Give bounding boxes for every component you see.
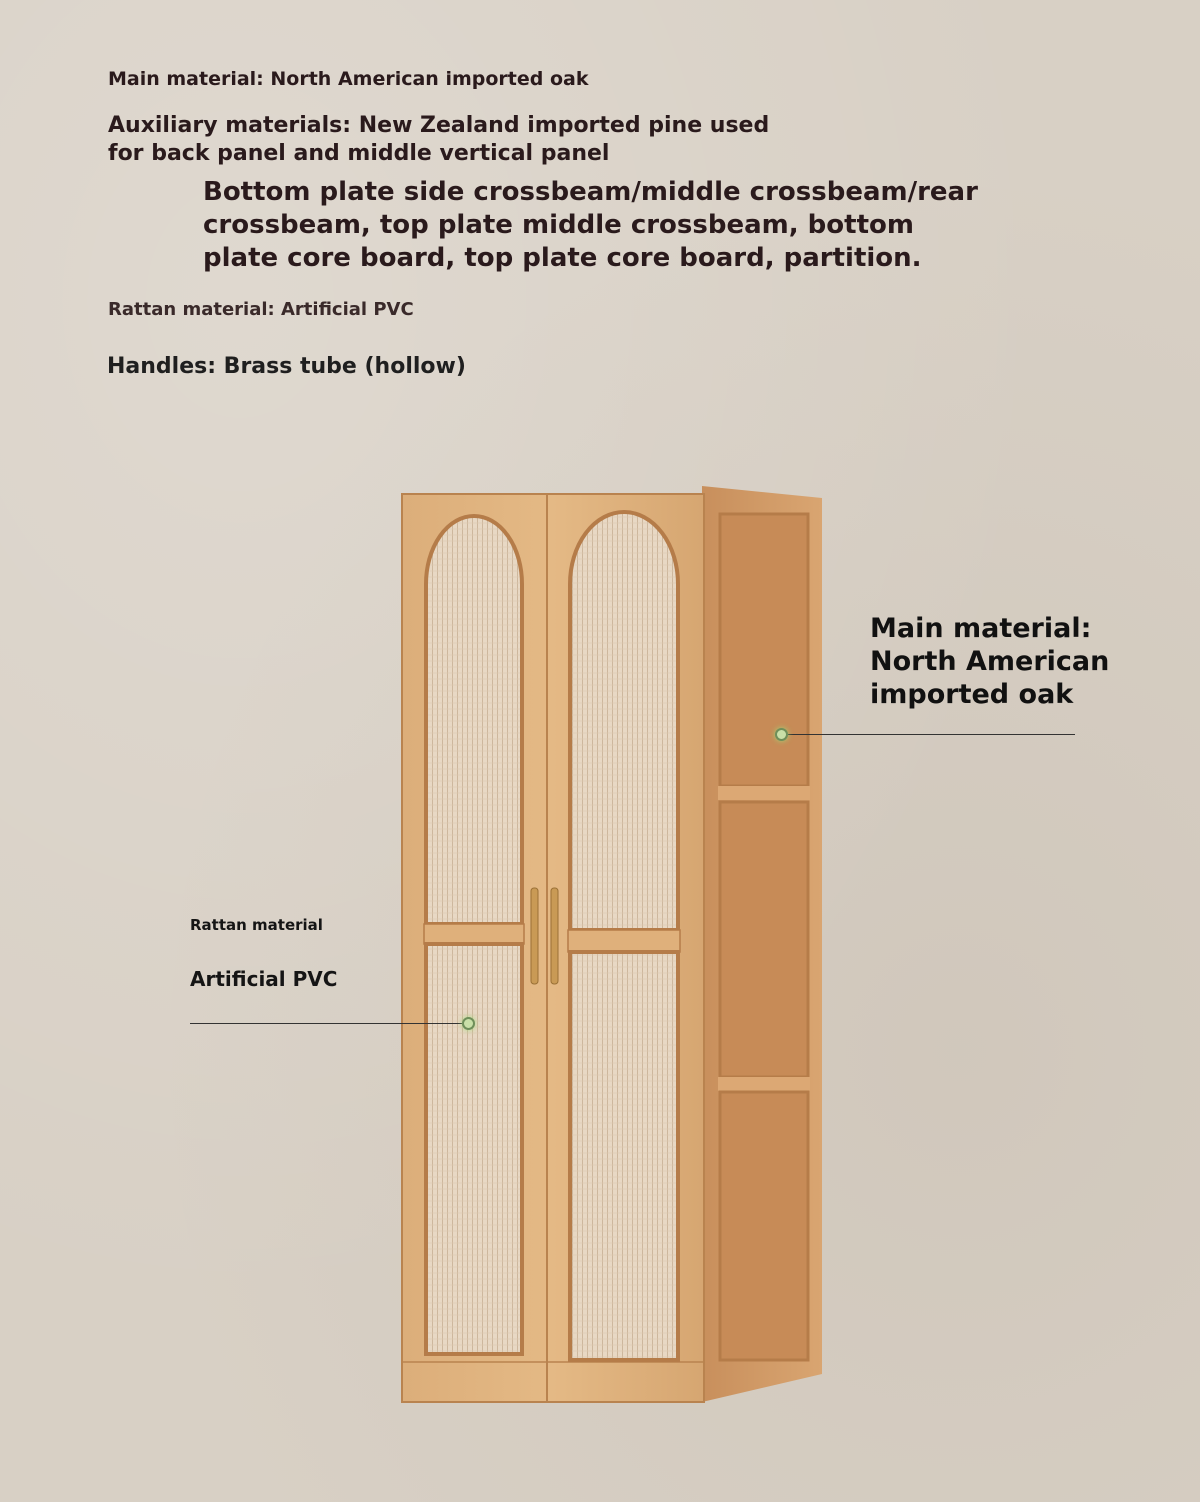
bottom-line-3: plate core board, top plate core board, partition. [203, 243, 922, 273]
auxiliary-line-2: for back panel and middle vertical panel [108, 141, 610, 166]
rattan-callout-label: Rattan material [190, 916, 323, 934]
oak-callout-dot [775, 728, 788, 741]
oak-callout-line-1: Main material: [870, 613, 1092, 644]
wardrobe-side-panel [702, 486, 822, 1402]
bottom-line-1: Bottom plate side crossbeam/middle crossbeam/rear [203, 177, 978, 207]
rattan-material-spec: Rattan material: Artificial PVC [108, 299, 414, 320]
auxiliary-materials-spec [108, 112, 769, 168]
right-door [568, 512, 680, 1360]
main-material-spec: Main material: North American imported oak [108, 68, 589, 90]
rattan-callout-value: Artificial PVC [190, 967, 338, 991]
oak-callout-line [785, 734, 1075, 735]
handles-spec: Handles: Brass tube (hollow) [107, 354, 466, 379]
wardrobe-illustration [400, 484, 825, 1404]
oak-callout-text [870, 612, 1109, 711]
left-door [424, 516, 524, 1354]
oak-callout-line-2: North American [870, 646, 1110, 677]
auxiliary-line-1: Auxiliary materials: New Zealand imported pine used [108, 113, 770, 138]
bottom-line-2: crossbeam, top plate middle crossbeam, bottom [203, 210, 914, 240]
bottom-plate-spec [203, 176, 978, 275]
rattan-callout-line [190, 1023, 465, 1024]
oak-callout-line-3: imported oak [870, 679, 1074, 710]
rattan-callout-dot [462, 1017, 475, 1030]
